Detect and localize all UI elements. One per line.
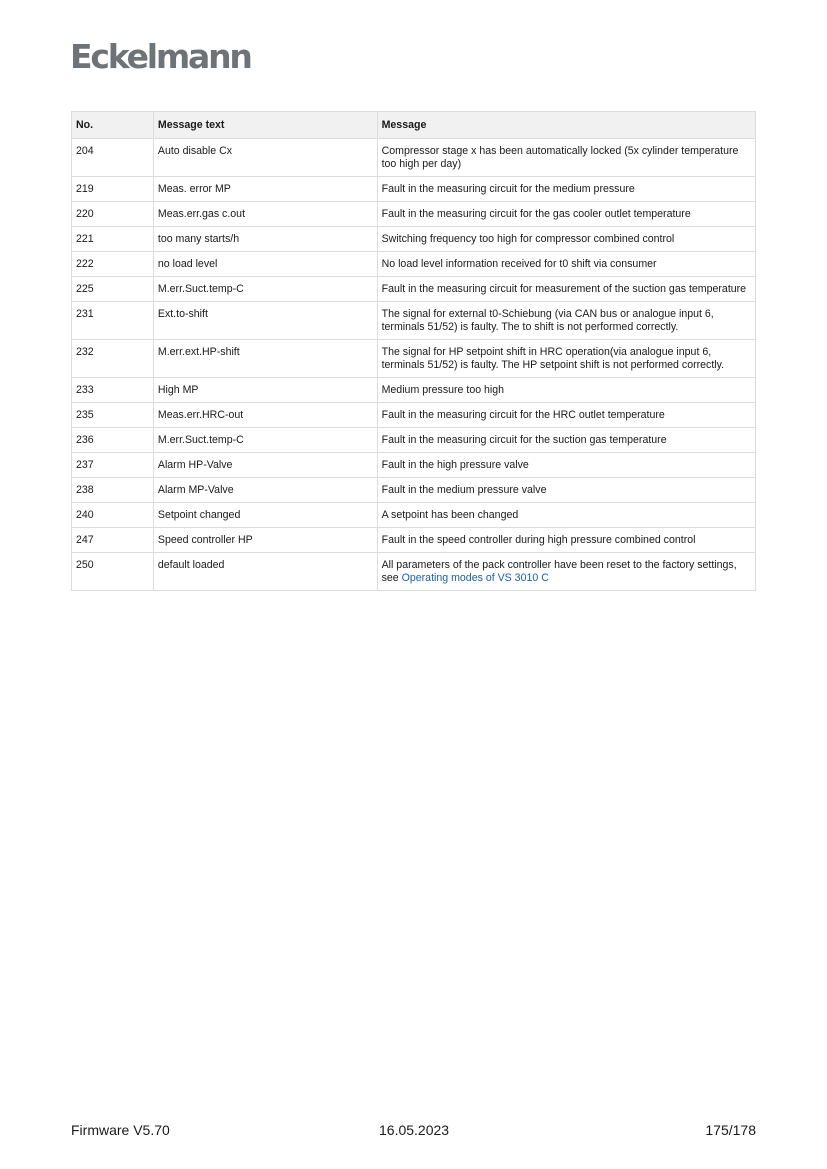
table-row [72, 478, 756, 503]
cell-message-text: M.err.ext.HP-shift [153, 340, 377, 378]
table-row [72, 528, 756, 553]
footer-page-number: 175/178 [705, 1122, 756, 1138]
cell-message-text: Alarm HP-Valve [153, 453, 377, 478]
cell-no: 221 [72, 227, 154, 252]
cell-message [377, 553, 755, 591]
cell-message: Fault in the measuring circuit for the medium pressure [377, 177, 755, 202]
column-header-message: Message [377, 112, 755, 139]
table-row [72, 553, 756, 591]
cell-no: 222 [72, 252, 154, 277]
cell-message-text: Meas.err.gas c.out [153, 202, 377, 227]
cell-message-text: default loaded [153, 553, 377, 591]
cell-message: A setpoint has been changed [377, 503, 755, 528]
cell-no: 233 [72, 378, 154, 403]
cell-no: 237 [72, 453, 154, 478]
cell-message: Fault in the measuring circuit for measurement of the suction gas temperature [377, 277, 755, 302]
cell-no: 235 [72, 403, 154, 428]
cell-no: 231 [72, 302, 154, 340]
table-row [72, 428, 756, 453]
cell-message: Switching frequency too high for compressor combined control [377, 227, 755, 252]
cell-no: 220 [72, 202, 154, 227]
cell-message-text: Ext.to-shift [153, 302, 377, 340]
table-row [72, 302, 756, 340]
brand-logo: Eckelmann [70, 37, 251, 76]
cell-message: No load level information received for t0 shift via consumer [377, 252, 755, 277]
cell-message-text: M.err.Suct.temp-C [153, 428, 377, 453]
cell-message-text: no load level [153, 252, 377, 277]
cell-message: Fault in the speed controller during high pressure combined control [377, 528, 755, 553]
operating-modes-link[interactable]: Operating modes of VS 3010 C [401, 572, 549, 584]
cell-message: Fault in the measuring circuit for the suction gas temperature [377, 428, 755, 453]
table-header-row [72, 112, 756, 139]
table-row [72, 202, 756, 227]
table-row [72, 277, 756, 302]
cell-message-text: M.err.Suct.temp-C [153, 277, 377, 302]
cell-no: 240 [72, 503, 154, 528]
cell-no: 204 [72, 139, 154, 177]
cell-message: Compressor stage x has been automatically locked (5x cylinder temperature too high per day) [377, 139, 755, 177]
cell-message-text: Setpoint changed [153, 503, 377, 528]
column-header-no: No. [72, 112, 154, 139]
cell-no: 247 [72, 528, 154, 553]
cell-message-text: Alarm MP-Valve [153, 478, 377, 503]
cell-message: The signal for external t0-Schiebung (via CAN bus or analogue input 6, terminals 51/52) is faulty. The to shift is not performed correctly. [377, 302, 755, 340]
cell-message: The signal for HP setpoint shift in HRC operation(via analogue input 6, terminals 51/52) is faulty. The HP setpoint shift is not performed correctly. [377, 340, 755, 378]
table-row [72, 227, 756, 252]
cell-message-text: Speed controller HP [153, 528, 377, 553]
column-header-message-text: Message text [153, 112, 377, 139]
table-row [72, 139, 756, 177]
cell-message: Fault in the medium pressure valve [377, 478, 755, 503]
cell-no: 232 [72, 340, 154, 378]
footer-date: 16.05.2023 [379, 1122, 450, 1138]
cell-no: 238 [72, 478, 154, 503]
cell-no: 225 [72, 277, 154, 302]
message-table [71, 111, 756, 591]
cell-message: Fault in the measuring circuit for the HRC outlet temperature [377, 403, 755, 428]
cell-message-text: too many starts/h [153, 227, 377, 252]
cell-message-text: Auto disable Cx [153, 139, 377, 177]
cell-message-prefix: All parameters of the pack controller have been reset to the factory settings, see [381, 559, 737, 584]
table-row [72, 453, 756, 478]
table-row [72, 378, 756, 403]
table-row [72, 252, 756, 277]
cell-message-text: Meas. error MP [153, 177, 377, 202]
cell-message-text: High MP [153, 378, 377, 403]
cell-message: Medium pressure too high [377, 378, 755, 403]
cell-no: 236 [72, 428, 154, 453]
cell-message: Fault in the measuring circuit for the gas cooler outlet temperature [377, 202, 755, 227]
cell-no: 219 [72, 177, 154, 202]
table-row [72, 403, 756, 428]
table-row [72, 340, 756, 378]
footer-firmware-version: Firmware V5.70 [71, 1122, 170, 1138]
cell-no: 250 [72, 553, 154, 591]
cell-message-text: Meas.err.HRC-out [153, 403, 377, 428]
cell-message: Fault in the high pressure valve [377, 453, 755, 478]
table-row [72, 177, 756, 202]
table-row [72, 503, 756, 528]
